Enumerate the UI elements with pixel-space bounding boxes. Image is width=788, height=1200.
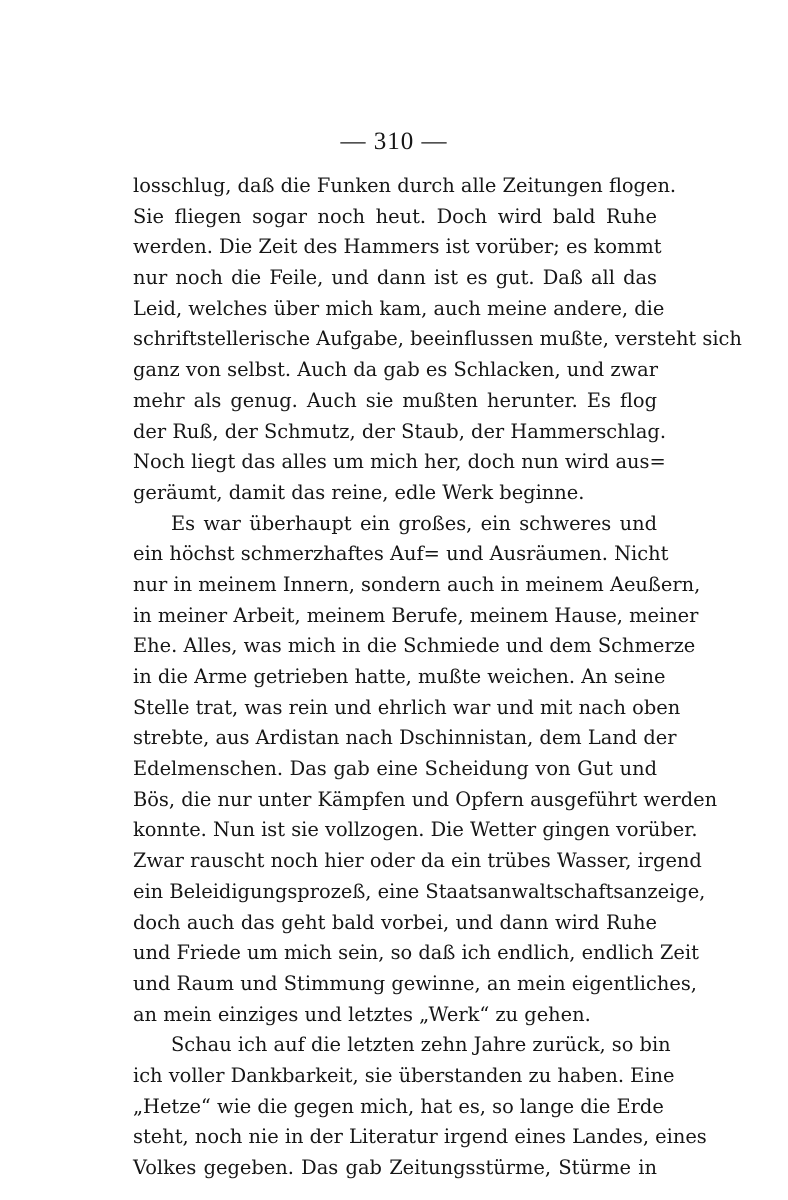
- text-line: mehr als genug. Auch sie mußten herunter. Es flog: [133, 388, 657, 412]
- text-line: Edelmenschen. Das gab eine Scheidung von Gut und: [133, 757, 657, 781]
- text-line: nur noch die Feile, und dann ist es gut. Daß all das: [133, 266, 657, 290]
- text-line: schriftstellerische Aufgabe, beeinflussen mußte, versteht sich: [133, 327, 742, 351]
- text-line: werden. Die Zeit des Hammers ist vorüber; es kommt: [133, 235, 662, 259]
- text-line: Zwar rauscht noch hier oder da ein trübes Wasser, irgend: [133, 849, 702, 873]
- text-line: doch auch das geht bald vorbei, und dann wird Ruhe: [133, 910, 657, 934]
- text-line: ein höchst schmerzhaftes Auf= und Ausräumen. Nicht: [133, 542, 669, 566]
- text-line: Leid, welches über mich kam, auch meine andere, die: [133, 296, 665, 320]
- text-line: ein Beleidigungsprozeß, eine Staatsanwaltschaftsanzeige,: [133, 879, 706, 903]
- text-line: und Raum und Stimmung gewinne, an mein eigentliches,: [133, 971, 697, 995]
- text-line: und Friede um mich sein, so daß ich endlich, endlich Zeit: [133, 941, 699, 965]
- body-text: [133, 171, 742, 1184]
- text-line: geräumt, damit das reine, edle Werk beginne.: [133, 480, 585, 504]
- page-number: — 310 —: [340, 128, 448, 155]
- text-line: in meiner Arbeit, meinem Berufe, meinem Hause, meiner: [133, 603, 699, 627]
- text-line: konnte. Nun ist sie vollzogen. Die Wetter gingen vorüber.: [133, 818, 698, 842]
- text-line: ich voller Dankbarkeit, sie überstanden zu haben. Eine: [133, 1063, 675, 1087]
- text-line: in die Arme getrieben hatte, mußte weichen. An seine: [133, 665, 666, 688]
- text-line: losschlug, daß die Funken durch alle Zeitungen flogen.: [133, 174, 677, 197]
- text-line: „Hetze“ wie die gegen mich, hat es, so lange die Erde: [133, 1094, 664, 1118]
- text-line: Ehe. Alles, was mich in die Schmiede und dem Schmerze: [133, 634, 696, 658]
- text-line: ganz von selbst. Auch da gab es Schlacken, und zwar: [133, 358, 659, 382]
- text-line: der Ruß, der Schmutz, der Staub, der Hammerschlag.: [133, 419, 666, 443]
- text-line: Bös, die nur unter Kämpfen und Opfern ausgeführt werden: [133, 787, 718, 811]
- text-line: strebte, aus Ardistan nach Dschinnistan, dem Land der: [133, 726, 677, 750]
- text-line: nur in meinem Innern, sondern auch in meinem Aeußern,: [133, 572, 701, 596]
- text-line: an mein einziges und letztes „Werk“ zu gehen.: [133, 1002, 591, 1026]
- text-line: Sie fliegen sogar noch heut. Doch wird bald Ruhe: [133, 204, 657, 228]
- text-line: Stelle trat, was rein und ehrlich war und mit nach oben: [133, 695, 681, 719]
- text-line: Volkes gegeben. Das gab Zeitungsstürme, Stürme in: [133, 1156, 657, 1179]
- text-line: Noch liegt das alles um mich her, doch nun wird aus=: [133, 450, 666, 474]
- text-line: Schau ich auf die letzten zehn Jahre zurück, so bin: [171, 1033, 671, 1057]
- text-line: Es war überhaupt ein großes, ein schweres und: [171, 511, 657, 535]
- text-line: steht, noch nie in der Literatur irgend eines Landes, eines: [133, 1125, 707, 1149]
